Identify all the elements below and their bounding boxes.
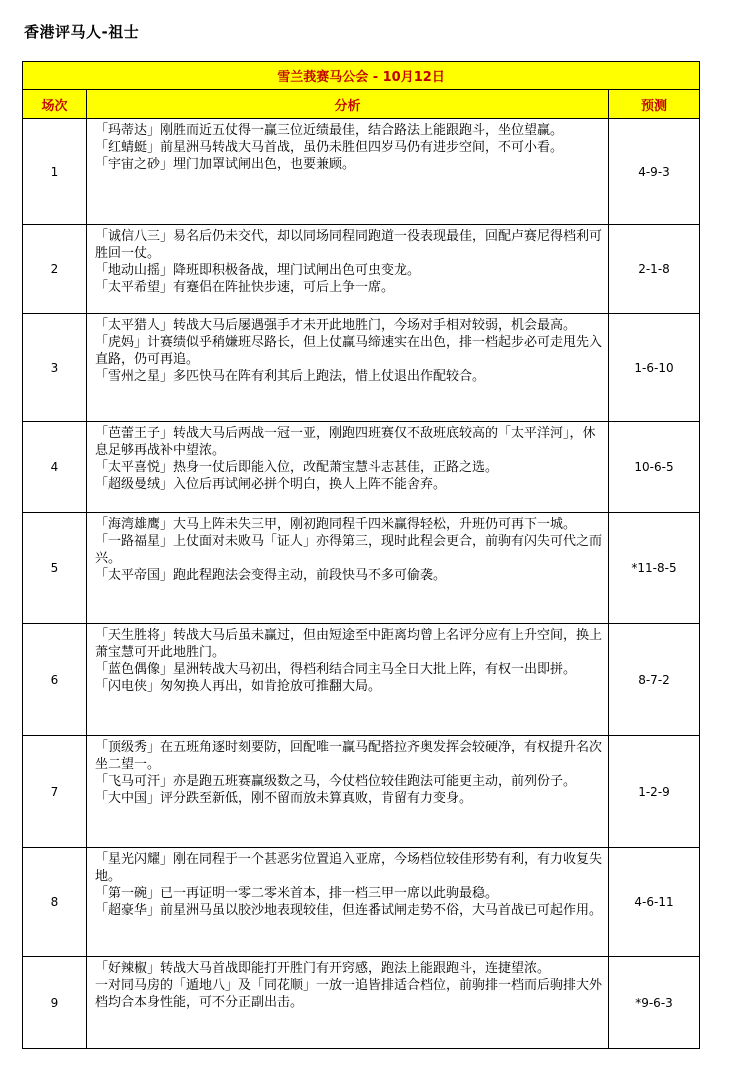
- analysis-line: 「地动山摇」降班即积极备战，埋门试闸出色可虫变龙。: [95, 263, 421, 278]
- analysis-line: 「飞马可汗」亦是跑五班赛赢级数之马，今仗档位较佳跑法可能更主动，前列份子。: [95, 774, 577, 789]
- table-row: [23, 119, 700, 225]
- race-number: 9: [23, 957, 87, 1049]
- analysis-line: 「星光闪耀」刚在同程于一个甚恶劣位置追入亚席，今场档位较佳形势有利，有力收复失地。: [95, 852, 603, 884]
- race-number: 3: [23, 314, 87, 422]
- table-row: [23, 422, 700, 513]
- analysis-line: 「太平帝国」跑此程跑法会变得主动，前段快马不多可偷袭。: [95, 568, 447, 583]
- prediction: 4-9-3: [609, 119, 700, 225]
- header-prediction: 预测: [609, 90, 700, 119]
- table-title: 雪兰莪赛马公会 - 10月12日: [23, 62, 700, 90]
- prediction: 1-6-10: [609, 314, 700, 422]
- race-number: 7: [23, 736, 87, 848]
- header-analysis: 分析: [87, 90, 609, 119]
- page-title: 香港评马人-祖士: [24, 23, 140, 41]
- analysis-line: 「天生胜将」转战大马后虽未赢过，但由短途至中距离均曾上名评分应有上升空间，换上萧宝慧可开此地胜门。: [95, 628, 603, 660]
- analysis-line: 「虎妈」计赛绩似乎稍嫌班尽路长，但上仗赢马缔速实在出色，排一档起步必可走甩先入直路，仍可再追。: [95, 335, 603, 367]
- prediction: *9-6-3: [609, 957, 700, 1049]
- prediction: 8-7-2: [609, 624, 700, 736]
- analysis-line: 「第一碗」已一再证明一零二零米首本，排一档三甲一席以此驹最稳。: [95, 886, 499, 901]
- header-race: 场次: [23, 90, 87, 119]
- race-number: 5: [23, 513, 87, 624]
- analysis-cell: [87, 422, 609, 513]
- analysis-line: 「太平喜悦」热身一仗后即能入位，改配萧宝慧斗志甚佳，正路之选。: [95, 460, 499, 475]
- analysis-line: 「宇宙之砂」埋门加罩试闸出色，也要兼顾。: [95, 157, 356, 172]
- prediction: *11-8-5: [609, 513, 700, 624]
- analysis-line: 「超豪华」前星洲马虽以胶沙地表现较佳，但连番试闸走势不俗，大马首战已可起作用。: [95, 903, 603, 918]
- analysis-line: 「诚信八三」易名后仍未交代，却以同场同程同跑道一役表现最佳，回配卢赛尼得档利可胜回一仗。: [95, 229, 603, 261]
- table-row: [23, 513, 700, 624]
- analysis-cell: [87, 848, 609, 957]
- analysis-cell: [87, 624, 609, 736]
- table-row: [23, 624, 700, 736]
- analysis-line: 「芭蕾王子」转战大马后两战一冠一亚，刚跑四班赛仅不敌班底较高的「太平洋河」，休息足够再战补中望浓。: [95, 426, 596, 458]
- race-number: 1: [23, 119, 87, 225]
- table-row: [23, 957, 700, 1049]
- analysis-line: 「海湾雄鹰」大马上阵未失三甲，刚初跑同程千四米赢得轻松，升班仍可再下一城。: [95, 517, 577, 532]
- analysis-line: 「玛蒂达」刚胜而近五仗得一赢三位近绩最佳，结合路法上能跟跑斗，坐位望赢。: [95, 123, 564, 138]
- prediction: 4-6-11: [609, 848, 700, 957]
- race-number: 2: [23, 225, 87, 314]
- analysis-line: 「雪州之星」多匹快马在阵有利其后上跑法，惜上仗退出作配较合。: [95, 369, 486, 384]
- prediction: 2-1-8: [609, 225, 700, 314]
- race-analysis-table: [22, 61, 700, 1049]
- analysis-line: 「闪电侠」匆匆换人再出，如肯抢放可推翻大局。: [95, 679, 382, 694]
- analysis-cell: [87, 957, 609, 1049]
- analysis-cell: [87, 225, 609, 314]
- analysis-line: 「好辣椒」转战大马首战即能打开胜门有开窍感，跑法上能跟跑斗，连捷望浓。: [95, 961, 551, 976]
- analysis-cell: [87, 314, 609, 422]
- analysis-line: 一对同马房的「遁地八」及「同花顺」一放一追皆排适合档位，前驹排一档而后驹排大外档均合本身性能，可不分正副出击。: [95, 978, 603, 1010]
- analysis-line: 「蓝色偶像」星洲转战大马初出，得档利结合同主马全日大批上阵，有权一出即拼。: [95, 662, 577, 677]
- race-number: 8: [23, 848, 87, 957]
- prediction: 1-2-9: [609, 736, 700, 848]
- analysis-cell: [87, 736, 609, 848]
- analysis-cell: [87, 513, 609, 624]
- analysis-line: 「太平希望」有蹇侣在阵扯快步速，可后上争一席。: [95, 280, 395, 295]
- analysis-line: 「顶级秀」在五班角逐时刻要防，回配唯一赢马配搭拉齐奥发挥会较硬净，有权提升名次坐二望一。: [95, 740, 603, 772]
- table-title-row: [23, 62, 700, 90]
- table-row: [23, 736, 700, 848]
- analysis-line: 「红蜻蜓」前星洲马转战大马首战，虽仍未胜但四岁马仍有进步空间，不可小看。: [95, 140, 564, 155]
- prediction: 10-6-5: [609, 422, 700, 513]
- analysis-line: 「超级曼绒」入位后再试闸必拼个明白，换人上阵不能舍弃。: [95, 477, 447, 492]
- table-row: [23, 848, 700, 957]
- race-number: 6: [23, 624, 87, 736]
- analysis-line: 「太平猎人」转战大马后屡遇强手才未开此地胜门，今场对手相对较弱，机会最高。: [95, 318, 577, 333]
- table-row: [23, 314, 700, 422]
- race-number: 4: [23, 422, 87, 513]
- table-header-row: [23, 90, 700, 119]
- table-row: [23, 225, 700, 314]
- analysis-line: 「大中国」评分跌至新低，刚不留而放未算真败，肯留有力变身。: [95, 791, 473, 806]
- analysis-cell: [87, 119, 609, 225]
- analysis-line: 「一路福星」上仗面对未败马「证人」亦得第三，现时此程会更合，前驹有闪失可代之而兴。: [95, 534, 603, 566]
